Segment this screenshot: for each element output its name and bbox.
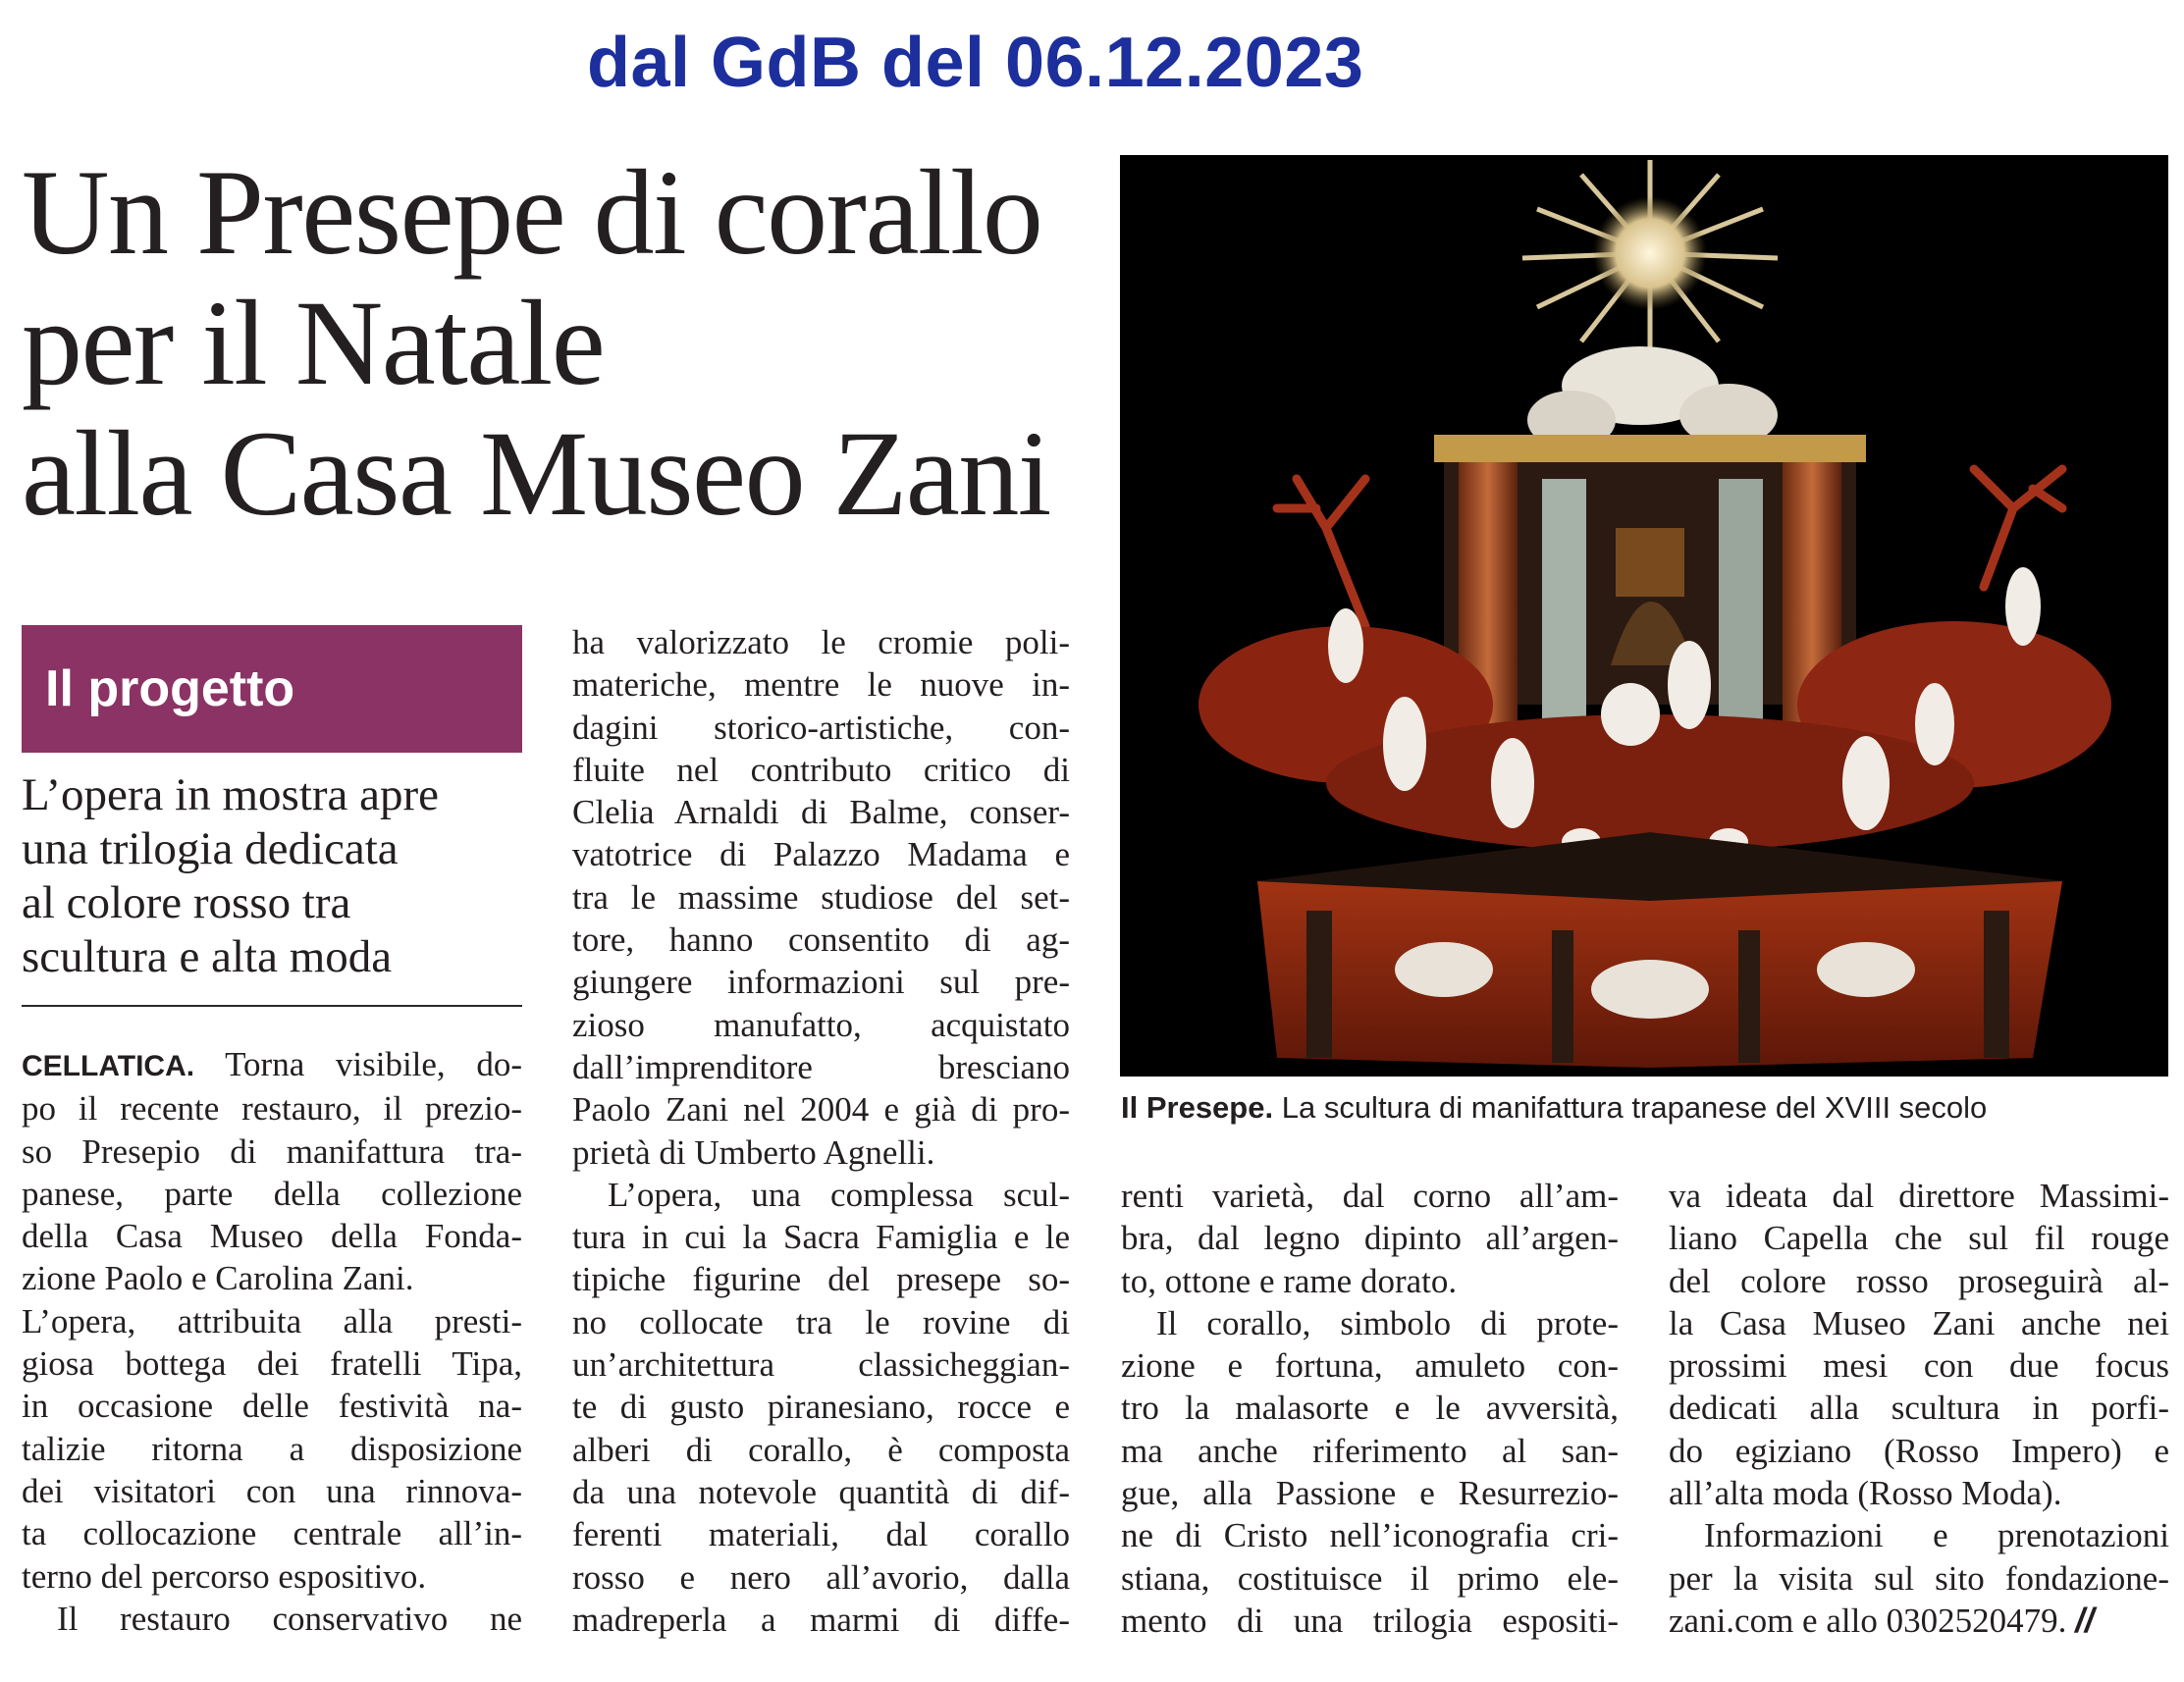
dateline: CELLATICA. xyxy=(22,1050,195,1082)
article-column-1 xyxy=(22,1043,522,1640)
text-line: Informazioni e prenotazioni xyxy=(1704,1516,2169,1555)
text-line: giosa bottega dei fratelli Tipa, xyxy=(22,1344,522,1384)
deck-line: L’opera in mostra apre xyxy=(22,769,440,820)
text-line: Paolo Zani nel 2004 e già di pro- xyxy=(572,1090,1070,1130)
text-line: la Casa Museo Zani anche nei xyxy=(1669,1303,2169,1342)
text-line: tro la malasorte e le avversità, xyxy=(1121,1389,1619,1428)
text-line: ta collocazione centrale all’in- xyxy=(22,1514,522,1553)
text-line: so Presepio di manifattura tra- xyxy=(22,1131,522,1171)
section-box: Il progetto xyxy=(22,625,522,753)
text-line: del colore rosso proseguirà al- xyxy=(1669,1261,2169,1300)
text-line: liano Capella che sul fil rouge xyxy=(1669,1219,2169,1258)
text-line: vatotrice di Palazzo Madama e xyxy=(572,835,1070,874)
presepe-photo xyxy=(1120,155,2168,1077)
text-line: zione e fortuna, amuleto con- xyxy=(1121,1346,1619,1386)
text-line: talizie ritorna a disposizione xyxy=(22,1429,522,1468)
text-line: materiche, mentre le nuove in- xyxy=(572,665,1070,705)
text-line: giungere informazioni sul pre- xyxy=(572,963,1070,1002)
text-line: rosso e nero all’avorio, dalla xyxy=(572,1557,1070,1597)
headline-line: alla Casa Museo Zani xyxy=(22,406,1050,541)
text-line: to, ottone e rame dorato. xyxy=(1121,1261,1458,1300)
article-column-4 xyxy=(1669,1175,2169,1642)
text-fragment: Torna visibile, do- xyxy=(225,1045,522,1083)
headline xyxy=(22,147,1111,539)
text-line: bra, dal legno dipinto all’argen- xyxy=(1121,1219,1619,1258)
text-line: tore, hanno consentito di ag- xyxy=(572,920,1070,960)
text-line: renti varietà, dal corno all’am- xyxy=(1121,1177,1619,1215)
text-line: Il restauro conservativo ne xyxy=(57,1599,522,1638)
text-line: tipiche figurine del presepe so- xyxy=(572,1260,1070,1299)
headline-line: Un Presepe di corallo xyxy=(22,145,1042,280)
text-line: L’opera, una complessa scul- xyxy=(608,1175,1070,1214)
text-line xyxy=(22,1043,522,1087)
caption-text: La scultura di manifattura trapanese del XVIII secolo xyxy=(1281,1090,1988,1125)
text-line: dedicati alla scultura in porfi- xyxy=(1669,1389,2169,1428)
text-line: all’alta moda (Rosso Moda). xyxy=(1669,1474,2062,1513)
source-label: dal GdB del 06.12.2023 xyxy=(587,24,1364,102)
deck-line: una trilogia dedicata xyxy=(22,823,399,874)
text-line: po il recente restauro, il prezio- xyxy=(22,1089,522,1129)
text-line: madreperla a marmi di diffe- xyxy=(572,1600,1070,1639)
text-line: della Casa Museo della Fonda- xyxy=(22,1217,522,1256)
divider xyxy=(22,1005,522,1007)
text-line: gue, alla Passione e Resurrezio- xyxy=(1121,1474,1619,1513)
text-line: dall’imprenditore bresciano xyxy=(572,1047,1070,1086)
text-line: Clelia Arnaldi di Balme, conser- xyxy=(572,793,1070,832)
headline-line: per il Natale xyxy=(22,276,605,410)
deck-line: scultura e alta moda xyxy=(22,931,393,982)
text-line: L’opera, attribuita alla presti- xyxy=(22,1301,522,1340)
text-line: tura in cui la Sacra Famiglia e le xyxy=(572,1218,1070,1257)
text-line: zione Paolo e Carolina Zani. xyxy=(22,1259,414,1298)
text-line xyxy=(1669,1600,2169,1642)
caption-title: Il Presepe. xyxy=(1121,1090,1274,1125)
text-line: in occasione delle festività na- xyxy=(22,1387,522,1426)
text-line: per la visita sul sito fondazione- xyxy=(1669,1558,2169,1598)
text-line: do egiziano (Rosso Impero) e xyxy=(1669,1431,2169,1470)
text-line: Il corallo, simbolo di prote- xyxy=(1156,1303,1619,1342)
text-line: va ideata dal direttore Massimi- xyxy=(1669,1177,2169,1215)
text-line: panese, parte della collezione xyxy=(22,1174,522,1213)
text-line: un’architettura classicheggian- xyxy=(572,1345,1070,1385)
text-line: mento di una trilogia espositi- xyxy=(1121,1601,1619,1640)
text-line: ma anche riferimento al san- xyxy=(1121,1431,1619,1470)
text-line: dei visitatori con una rinnova- xyxy=(22,1471,522,1510)
text-line: fluite nel contributo critico di xyxy=(572,750,1070,789)
text-line: ha valorizzato le cromie poli- xyxy=(572,623,1070,661)
text-line: dagini storico-artistiche, con- xyxy=(572,708,1070,747)
text-line: stiana, costituisce il primo ele- xyxy=(1121,1558,1619,1598)
text-line: no collocate tra le rovine di xyxy=(572,1302,1070,1341)
text-line: prossimi mesi con due focus xyxy=(1669,1346,2169,1386)
article-column-2 xyxy=(572,621,1070,1641)
text-line: da una notevole quantità di dif- xyxy=(572,1472,1070,1511)
article-column-3 xyxy=(1121,1175,1619,1642)
deck-line: al colore rosso tra xyxy=(22,877,351,928)
subheading xyxy=(22,768,532,984)
text-line: alberi di corallo, è composta xyxy=(572,1430,1070,1469)
text-line: prietà di Umberto Agnelli. xyxy=(572,1132,935,1172)
text-line: zioso manufatto, acquistato xyxy=(572,1005,1070,1044)
text-line: ne di Cristo nell’iconografia cri- xyxy=(1121,1516,1619,1555)
text-line: terno del percorso espositivo. xyxy=(22,1556,427,1596)
end-mark: // xyxy=(2075,1601,2095,1640)
text-line: ferenti materiali, dal corallo xyxy=(572,1515,1070,1554)
presepe-illustration xyxy=(1120,155,2168,1077)
text-line: tra le massime studiose del set- xyxy=(572,877,1070,917)
text-fragment: zani.com e allo 0302520479. xyxy=(1669,1601,2067,1640)
text-line: te di gusto piranesiano, rocce e xyxy=(572,1388,1070,1427)
photo-caption xyxy=(1121,1089,2171,1127)
